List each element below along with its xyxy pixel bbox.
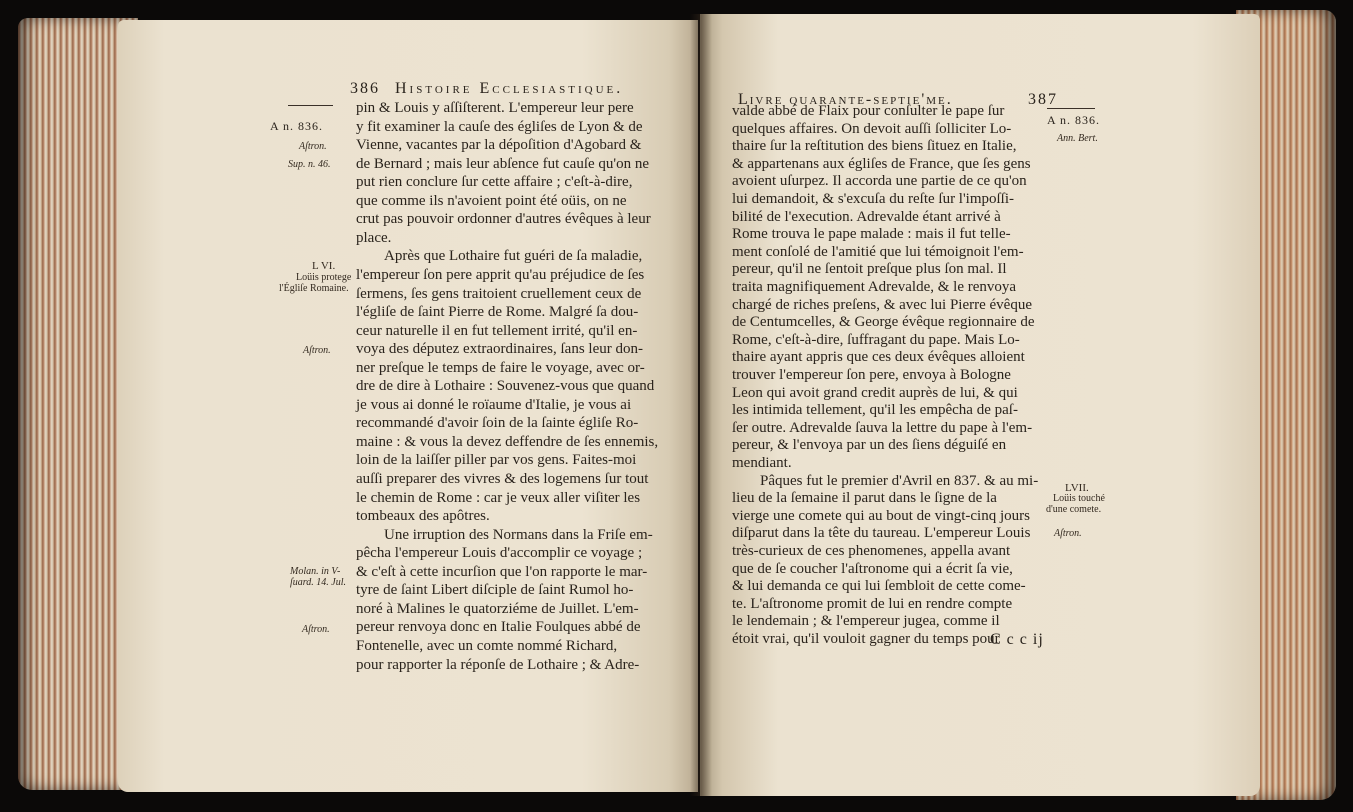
- left_page-line-7: crut pas pouvoir ordonner d'autres évêques à leur: [356, 211, 651, 228]
- right_page-line-14: Rome, c'eſt-à-dire, ſuffragant du pape. Mais Lo-: [732, 331, 1020, 348]
- left_page-line-28: noré à Malines le quatorziéme de Juillet. L'em-: [356, 600, 639, 617]
- right-year-rule: [1047, 108, 1095, 109]
- left_page-line-11: ſermens, ſes gens traitoient cruellement ceux de: [356, 285, 642, 302]
- right_page-line-1: valde abbé de Flaix pour conſulter le pape ſur: [732, 103, 1005, 119]
- right_page-line-26: très-curieux de ces phenomenes, appella avant: [732, 543, 1011, 559]
- right_page-line-31: étoit vrai, qu'il vouloit gagner du temps pour: [732, 631, 1000, 647]
- right_page-line-19: ſer outre. Adrevalde ſauva la lettre du pape à l'em-: [732, 419, 1033, 436]
- left-year-marker: A n. 836.: [270, 119, 324, 133]
- left-note-molan-2: ſuard. 14. Jul.: [290, 577, 347, 588]
- right_page-line-5: avoient uſurpez. Il accorda une partie de ce qu'on: [732, 173, 1027, 190]
- right_page-line-28: & lui demanda ce qui lui ſembloit de cette come-: [732, 578, 1026, 595]
- right_page-line-17: Leon qui avoit grand credit auprès de lui, & qui: [732, 384, 1018, 401]
- right-page-number: 387: [1028, 91, 1058, 108]
- right-signature-mark: C c c ij: [990, 631, 1044, 648]
- right_page-line-8: Rome trouva le pape malade : mais il fut telle-: [732, 226, 1011, 243]
- left_page-line-15: ner preſque le temps de faire le voyage, avec or-: [356, 359, 645, 376]
- left-note-sup: Sup. n. 46.: [288, 159, 331, 170]
- left-section-number: L VI.: [312, 260, 336, 272]
- left_page-line-3: Vienne, vacantes par la dépoſition d'Agobard &: [356, 137, 642, 154]
- left-section-title-2: l'Égliſe Romaine.: [279, 283, 349, 294]
- left_page-line-22: le chemin de Rome : car je veux aller viſiter les: [356, 489, 641, 506]
- left_page-line-19: maine : & vous la devez deffendre de ſes ennemis,: [356, 433, 659, 450]
- left-running-head: Histoire Ecclesiastique.: [395, 80, 624, 97]
- left_page-line-13: ceur naturelle il en fut tellement irrité, qu'il en-: [356, 322, 638, 339]
- left_page-line-4: de Bernard ; mais leur abſence fut cauſe qu'on ne: [356, 155, 649, 172]
- left_page-line-25: pêcha l'empereur Louis d'accomplir ce voyage ;: [356, 545, 643, 562]
- right_page-line-27: que de ſe coucher l'aſtronome qui a écrit ſa vie,: [732, 560, 1013, 577]
- left-note-astron-2: Aſtron.: [303, 345, 331, 356]
- right_page-line-30: le lendemain ; & l'empereur jugea, comme il: [732, 613, 1000, 630]
- left-section-title-1: Loüis protege: [296, 272, 352, 283]
- right_page-line-25: diſparut dans la tête du taureau. L'empereur Louis: [732, 525, 1031, 542]
- left_page-line-10: l'empereur ſon pere apprit qu'au préjudice de ſes: [356, 266, 645, 283]
- left_page-line-6: que comme ils n'avoient point été oüis, on ne: [356, 192, 627, 209]
- left-note-astron-3: Aſtron.: [302, 624, 330, 635]
- right_page-line-3: thaire ſur la reſtitution des biens ſituez en Italie,: [732, 138, 1017, 155]
- left_page-line-27: tyre de ſaint Libert diſciple de ſaint Rumol ho-: [356, 582, 634, 599]
- left_page-line-1: pin & Louis y aſſiſterent. L'empereur leur pere: [356, 100, 634, 116]
- left-year-rule: [288, 105, 333, 106]
- book-gutter: [690, 14, 712, 796]
- left_page-line-23: tombeaux des apôtres.: [356, 508, 490, 525]
- left_page-line-18: recommandé d'avoir ſoin de la ſainte égliſe Ro-: [356, 415, 639, 432]
- right-section-number: LVII.: [1065, 482, 1089, 494]
- left_page-line-9: Après que Lothaire fut guéri de ſa maladie,: [384, 248, 643, 265]
- right_page-line-7: bilité de l'execution. Adrevalde étant arrivé à: [732, 208, 1001, 225]
- right_page-line-12: chargé de riches preſens, & avec lui Pierre évêque: [732, 296, 1032, 313]
- right_page-line-15: thaire ayant appris que ces deux évêques alloient: [732, 349, 1025, 366]
- right-year-marker: A n. 836.: [1047, 113, 1101, 127]
- left_page-line-26: & c'eſt à cette incurſion que l'on rapporte le mar-: [356, 563, 648, 580]
- right_page-line-10: pereur, qu'il ne ſentoit preſque plus ſon mal. Il: [732, 261, 1007, 278]
- right_page-line-16: trouver l'empereur ſon pere, envoya à Bologne: [732, 367, 1011, 383]
- right_page-line-20: pereur, & l'envoya par un des ſiens déguiſé en: [732, 437, 1007, 454]
- right_page-line-9: ment conſolé de l'amitié que lui témoignoit l'em-: [732, 243, 1024, 260]
- left_page-line-5: put rien conclure ſur cette affaire ; c'eſt-à-dire,: [356, 174, 633, 191]
- right_page-line-11: traita magnifiquement Adrevalde, & le renvoya: [732, 279, 1017, 295]
- left_page-line-30: Fontenelle, avec un comte nommé Richard,: [356, 637, 618, 654]
- left_page-line-14: voya des députez extraordinaires, ſans leur don-: [356, 341, 643, 358]
- right_page-line-23: lieu de la ſemaine il parut dans le ſigne de la: [732, 490, 997, 507]
- right_page-line-24: vierge une comete qui au bout de vingt-cinq jours: [732, 507, 1030, 524]
- left_page-line-29: pereur renvoya donc en Italie Foulques abbé de: [356, 619, 641, 636]
- left_page-line-24: Une irruption des Normans dans la Friſe em-: [384, 526, 653, 543]
- left_page-line-2: y fit examiner la cauſe des égliſes de Lyon & de: [356, 118, 643, 135]
- right_page-line-18: les intimida tellement, qu'il les empêcha de paſ-: [732, 402, 1018, 419]
- right_page-line-2: quelques affaires. On devoit auſſi ſolliciter Lo-: [732, 120, 1012, 137]
- right_page-line-29: te. L'aſtronome promit de lui en rendre compte: [732, 595, 1013, 612]
- right_page-line-4: & appartenans aux égliſes de France, que ſes gens: [732, 155, 1031, 172]
- right_page-line-21: mendiant.: [732, 455, 792, 471]
- right-note-astron: Aſtron.: [1054, 528, 1082, 539]
- left_page-line-31: pour rapporter la réponſe de Lothaire ; & Adre-: [356, 656, 640, 673]
- right-section-title-2: d'une comete.: [1046, 504, 1102, 515]
- right-section-title-1: Loüis touché: [1053, 493, 1105, 504]
- left_page-line-8: place.: [356, 229, 392, 246]
- left-note-astron-1: Aſtron.: [299, 141, 327, 152]
- left_page-line-12: l'égliſe de ſaint Pierre de Rome. Malgré ſa dou-: [356, 304, 639, 321]
- left-note-molan-1: Molan. in V-: [290, 566, 341, 577]
- right_page-line-6: lui demandoit, & s'excuſa du reſte ſur l'impoſſi-: [732, 191, 1015, 207]
- left-page-number: 386: [350, 80, 380, 97]
- right_page-line-22: Pâques fut le premier d'Avril en 837. & au mi-: [760, 472, 1039, 489]
- right-note-ann-bert: Ann. Bert.: [1057, 133, 1098, 144]
- left_page-line-21: auſſi preparer des vivres & des logemens ſur tout: [356, 471, 649, 487]
- right-running-head: Livre quarante-septie'me.: [738, 91, 953, 108]
- left_page-line-17: je vous ai donné le roïaume d'Italie, je vous ai: [356, 396, 632, 413]
- right_page-line-13: de Centumcelles, & George évêque regionnaire de: [732, 314, 1035, 331]
- left_page-line-16: dre de dire à Lothaire : Souvenez-vous que quand: [356, 378, 655, 395]
- left_page-line-20: loin de la laiſſer piller par vos gens. Faites-moi: [356, 452, 637, 469]
